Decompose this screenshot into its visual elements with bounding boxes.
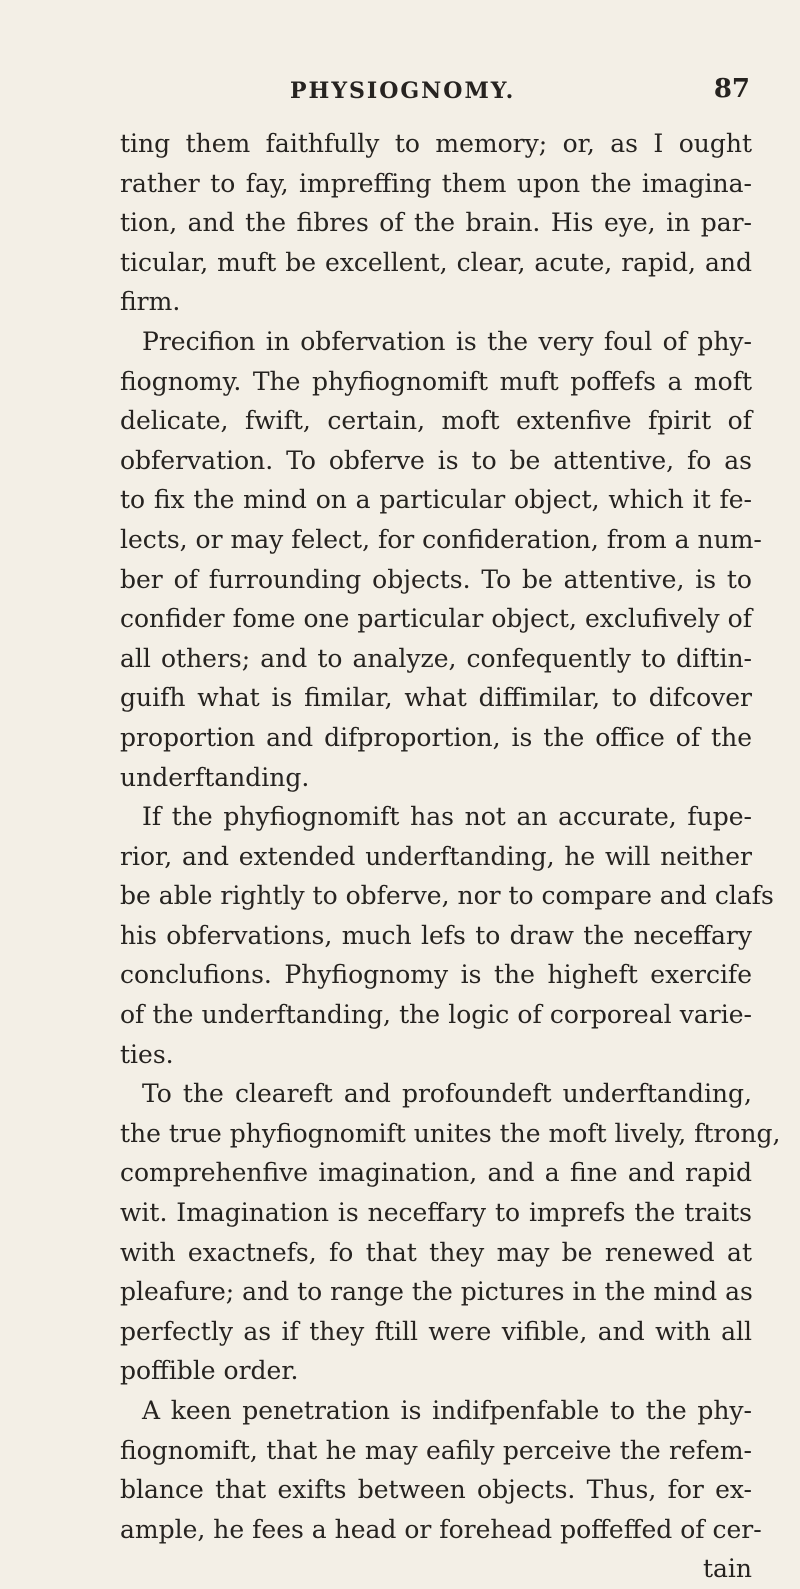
text-line: with exactnefs, fo that they may be renewed at (120, 1237, 752, 1267)
text-line: ticular, muft be excellent, clear, acute, rapid, and (120, 247, 752, 277)
text-line: pleafure; and to range the pictures in the mind as (120, 1277, 753, 1307)
text-line: firm. (120, 287, 181, 317)
text-line: lects, or may felect, for confideration, from a num- (120, 524, 762, 554)
text-line: of the underftanding, the logic of corporeal varie- (120, 1000, 752, 1030)
text-line: the true phyfiognomift unites the moft lively, ftrong, (120, 1118, 781, 1148)
text-line: ample, he fees a head or forehead poffeffed of cer- (120, 1514, 762, 1544)
page-number: 87 (713, 74, 750, 104)
running-head: PHYSIOGNOMY. (290, 78, 516, 104)
text-line: tion, and the fibres of the brain. His eye, in par- (120, 208, 752, 238)
text-line: proportion and difproportion, is the office of the (120, 722, 752, 752)
text-line: wit. Imagination is neceffary to imprefs the traits (120, 1198, 752, 1228)
text-line: ties. (120, 1039, 174, 1069)
text-line: rior, and extended underftanding, he will neither (120, 841, 752, 871)
text-line: Precifion in obfervation is the very foul of phy- (142, 326, 752, 356)
text-line: A keen penetration is indifpenfable to the phy- (142, 1396, 752, 1425)
text-line: obfervation. To obferve is to be attentive, fo as (120, 445, 752, 475)
text-line: If the phyfiognomift has not an accurate, fupe- (142, 802, 752, 832)
text-line: confider fome one particular object, exclufively of (120, 604, 752, 634)
body-text (120, 124, 781, 1589)
text-line: his obfervations, much lefs to draw the neceffary (120, 920, 752, 950)
page-header (290, 72, 750, 112)
text-line: fiognomy. The phyfiognomift muft poffefs a moft (120, 366, 752, 396)
catchword: tain (702, 1554, 752, 1584)
text-line: blance that exifts between objects. Thus, for ex- (120, 1475, 752, 1505)
text-line: ber of furrounding objects. To be attentive, is to (120, 564, 752, 594)
text-line: be able rightly to obferve, nor to compare and clafs (120, 881, 774, 911)
text-line: poffible order. (120, 1356, 299, 1386)
text-line: perfectly as if they ftill were vifible, and with all (120, 1316, 752, 1346)
text-line: fiognomift, that he may eafily perceive the refem- (120, 1435, 752, 1465)
text-line: ting them faithfully to memory; or, as I ought (120, 129, 752, 158)
text-line: rather to fay, impreffing them upon the imagina- (120, 168, 752, 198)
text-line: all others; and to analyze, confequently to diftin- (120, 643, 752, 673)
text-line: conclufions. Phyfiognomy is the higheft exercife (120, 960, 752, 990)
text-line: To the cleareft and profoundeft underftanding, (142, 1079, 752, 1109)
text-line: guifh what is fimilar, what diffimilar, to difcover (120, 683, 752, 713)
text-line: to fix the mind on a particular object, which it fe- (120, 485, 752, 515)
text-line: comprehenfive imagination, and a fine and rapid (120, 1158, 752, 1188)
text-line: delicate, fwift, certain, moft extenfive fpirit of (120, 406, 752, 436)
text-line: underftanding. (120, 762, 310, 792)
